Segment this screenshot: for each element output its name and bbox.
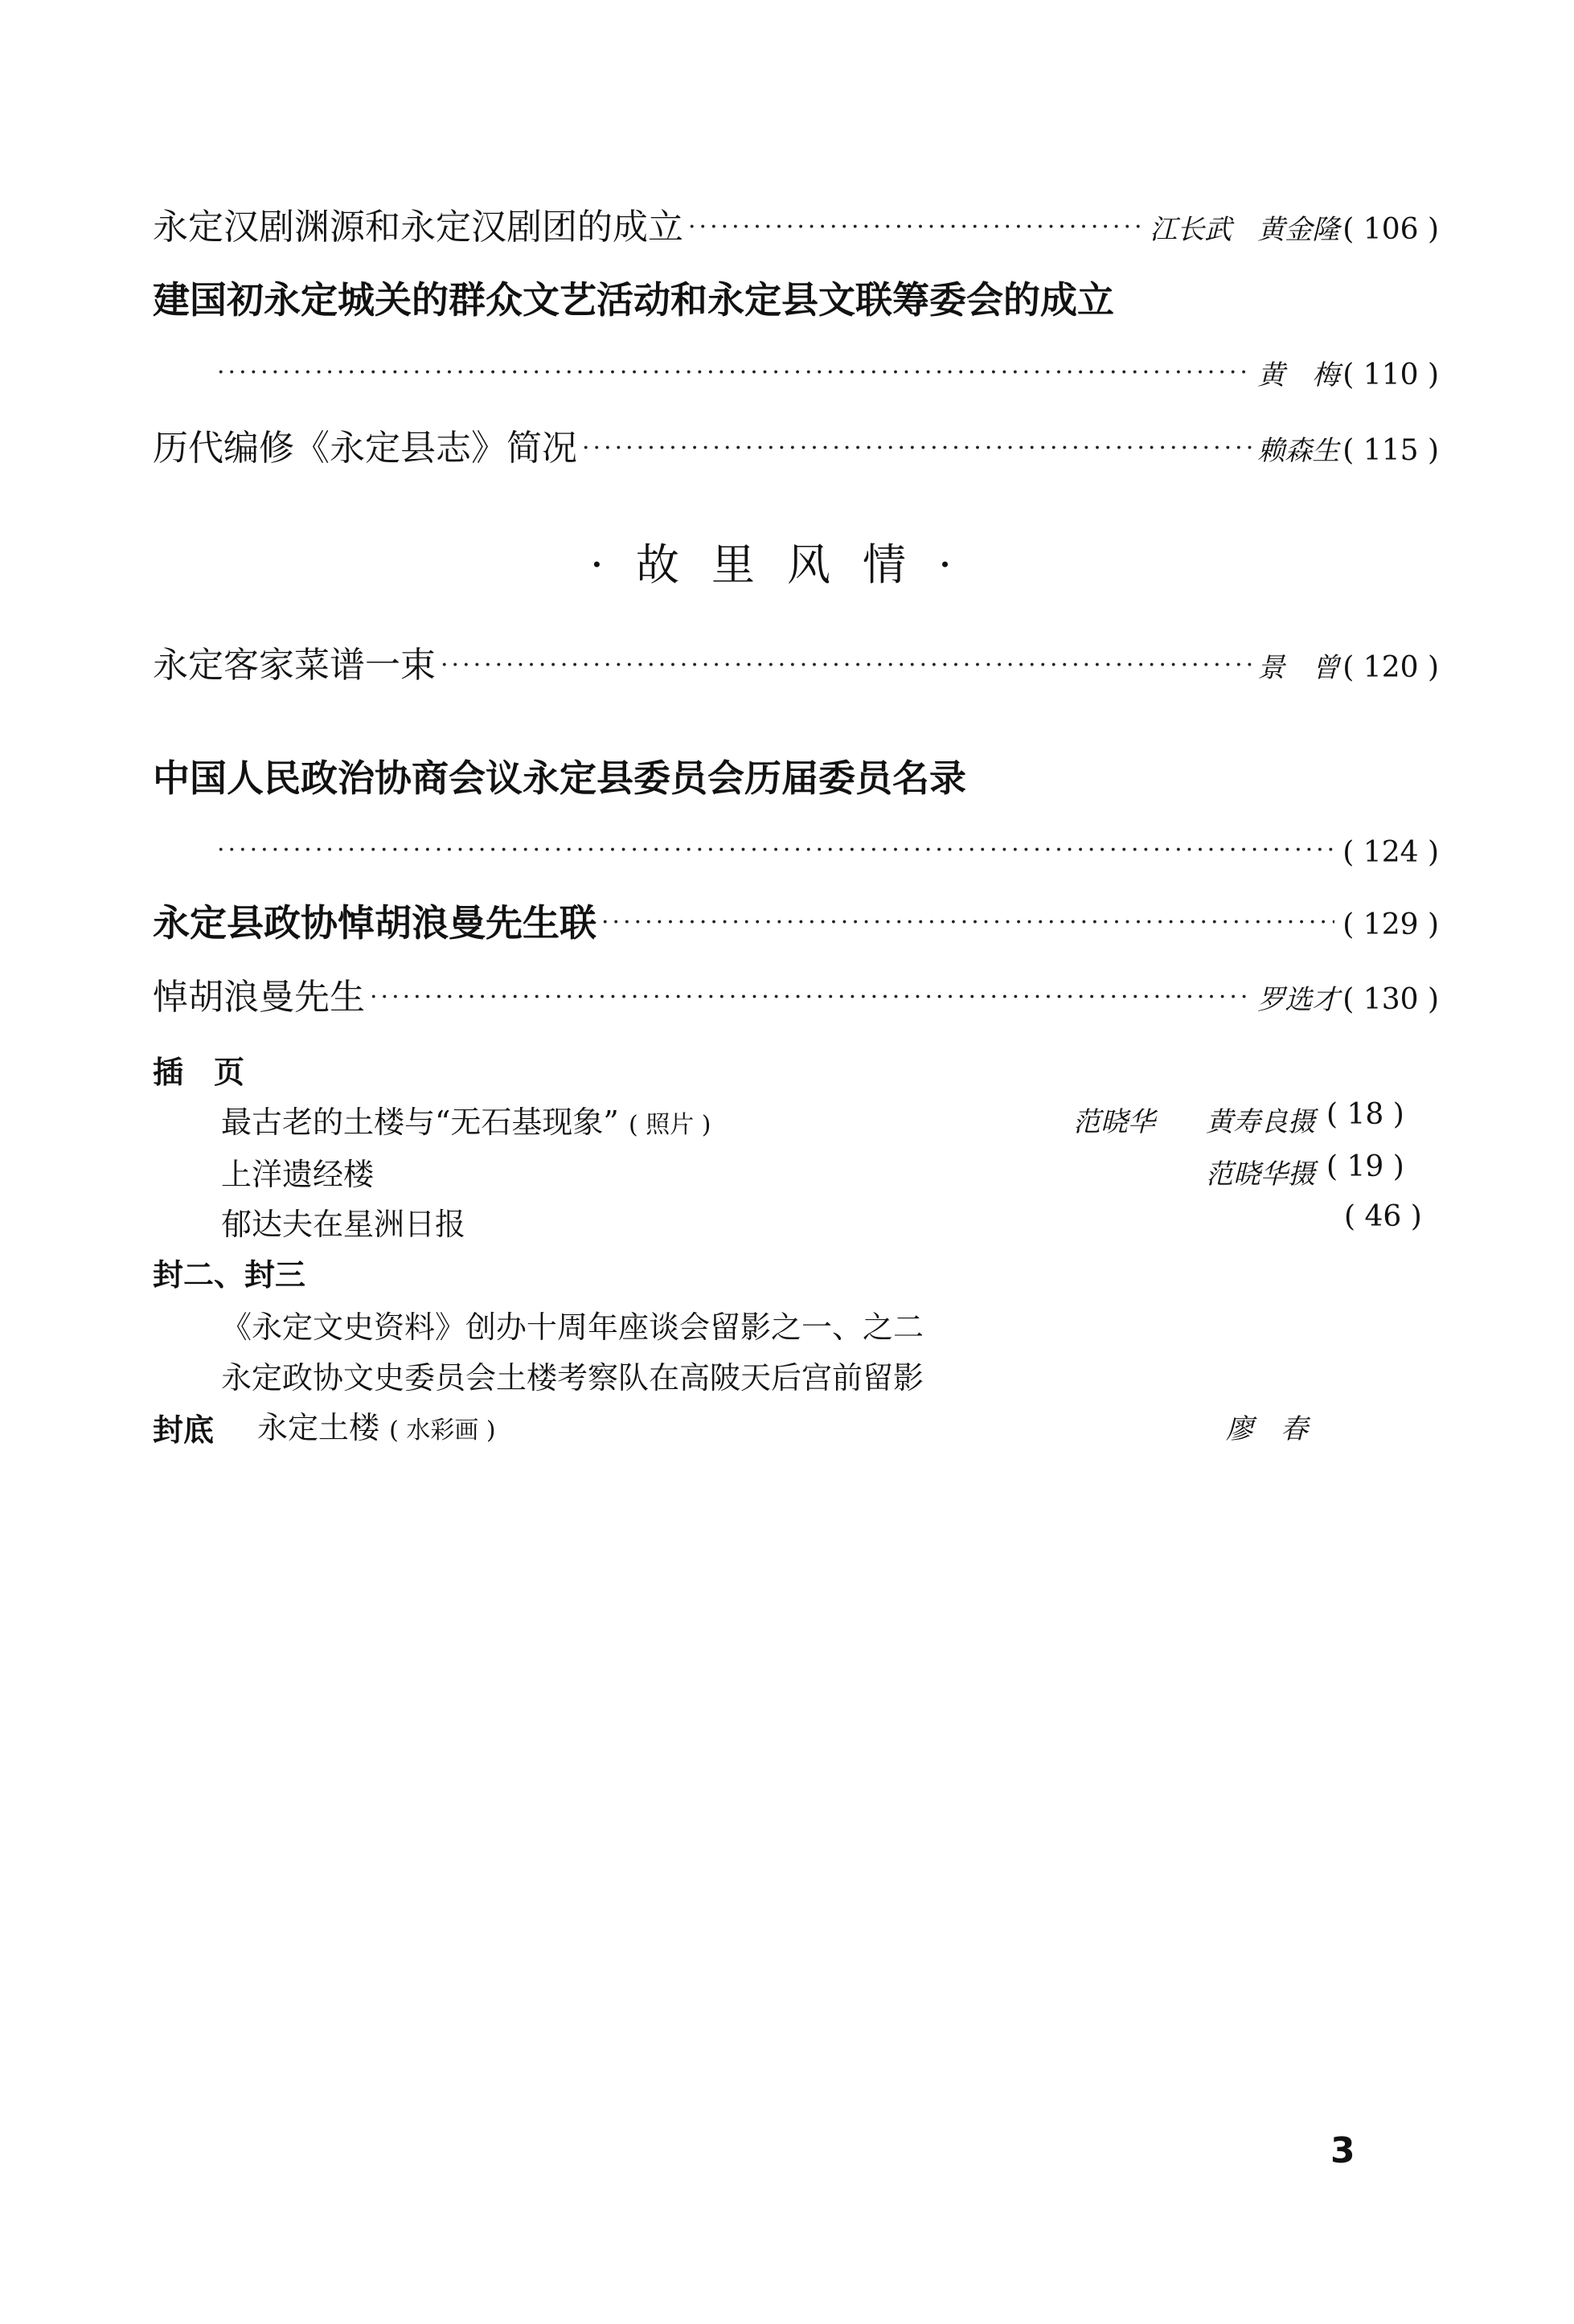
- toc-entry[interactable]: [153, 205, 1439, 250]
- insert-page: ( 18 ): [1326, 1098, 1404, 1131]
- toc-entry[interactable]: [153, 756, 1439, 801]
- dot-leader: [601, 905, 1334, 941]
- entry-author: 赖森生: [1257, 435, 1340, 467]
- back-cover-item[interactable]: [257, 1403, 496, 1447]
- entry-author: 黄 梅: [1257, 359, 1340, 391]
- back-cover-credit: 廖 春: [1226, 1413, 1308, 1445]
- page-number: 3: [1330, 2130, 1355, 2171]
- back-cover-label: 封底: [153, 1412, 215, 1448]
- entry-title: 永定客家菜谱一束: [153, 645, 436, 686]
- cover-item[interactable]: 永定政协文史委员会土楼考察队在高陂天后宫前留影: [221, 1360, 924, 1396]
- toc-entry-continuation: [217, 355, 1439, 396]
- dot-leader: [370, 980, 1252, 1015]
- insert-page: ( 46 ): [1344, 1200, 1422, 1233]
- cover-item[interactable]: 《永定文史资料》创办十周年座谈会留影之一、之二: [221, 1310, 924, 1345]
- entry-author: 黄金隆: [1257, 214, 1340, 246]
- dot-leader: [582, 431, 1252, 466]
- entry-author: 江长武: [1150, 214, 1232, 246]
- insert-credit: 范晓华摄: [1206, 1158, 1315, 1191]
- toc-entry-continuation: [217, 833, 1439, 873]
- entry-page: ( 115 ): [1342, 434, 1439, 467]
- entry-title: 中国人民政治协商会议永定县委员会历届委员名录: [153, 756, 966, 800]
- entry-title: 永定汉剧渊源和永定汉剧团的成立: [153, 207, 683, 248]
- insert-title: 最古老的土楼与“无石基现象”: [221, 1105, 619, 1140]
- toc-entry[interactable]: [153, 277, 1439, 322]
- entry-page: ( 129 ): [1342, 908, 1439, 941]
- insert-title[interactable]: 上洋遗经楼: [221, 1157, 375, 1192]
- insert-item-title[interactable]: [221, 1097, 711, 1142]
- back-cover-note: ( 水彩画 ): [389, 1416, 496, 1445]
- insert-title[interactable]: 郁达夫在星洲日报: [221, 1207, 466, 1242]
- insert-note: ( 照片 ): [628, 1111, 711, 1139]
- toc-entry[interactable]: [153, 900, 1439, 945]
- toc-entry[interactable]: [153, 426, 1439, 471]
- entry-title: 永定县政协悼胡浪曼先生联: [153, 901, 596, 945]
- entry-title: 历代编修《永定县志》简况: [153, 428, 577, 469]
- entry-page: ( 106 ): [1342, 213, 1439, 246]
- insert-page: ( 19 ): [1326, 1150, 1404, 1183]
- entry-page: ( 130 ): [1342, 983, 1439, 1016]
- dot-leader: [217, 833, 1334, 868]
- entry-page: ( 110 ): [1342, 359, 1439, 391]
- insert-credit: 范晓华: [1073, 1106, 1155, 1138]
- back-cover-title: 永定土楼: [257, 1410, 380, 1445]
- section-heading: ·故里风情·: [589, 539, 985, 590]
- entry-title: 悼胡浪曼先生: [153, 977, 365, 1018]
- entry-author: 罗选才: [1257, 984, 1340, 1016]
- toc-entry[interactable]: [153, 643, 1439, 688]
- covers-label: 封二、封三: [153, 1257, 306, 1293]
- dot-leader: [217, 355, 1252, 391]
- inserts-label: 插 页: [153, 1055, 245, 1090]
- dot-leader: [688, 210, 1145, 245]
- dot-leader: [441, 648, 1252, 683]
- toc-entry[interactable]: [153, 975, 1439, 1020]
- entry-page: ( 124 ): [1342, 836, 1439, 869]
- entry-author: 景 曾: [1257, 652, 1340, 684]
- entry-title: 建国初永定城关的群众文艺活动和永定县文联筹委会的成立: [153, 278, 1114, 322]
- entry-page: ( 120 ): [1342, 651, 1439, 684]
- insert-credit: 黄寿良摄: [1206, 1106, 1315, 1138]
